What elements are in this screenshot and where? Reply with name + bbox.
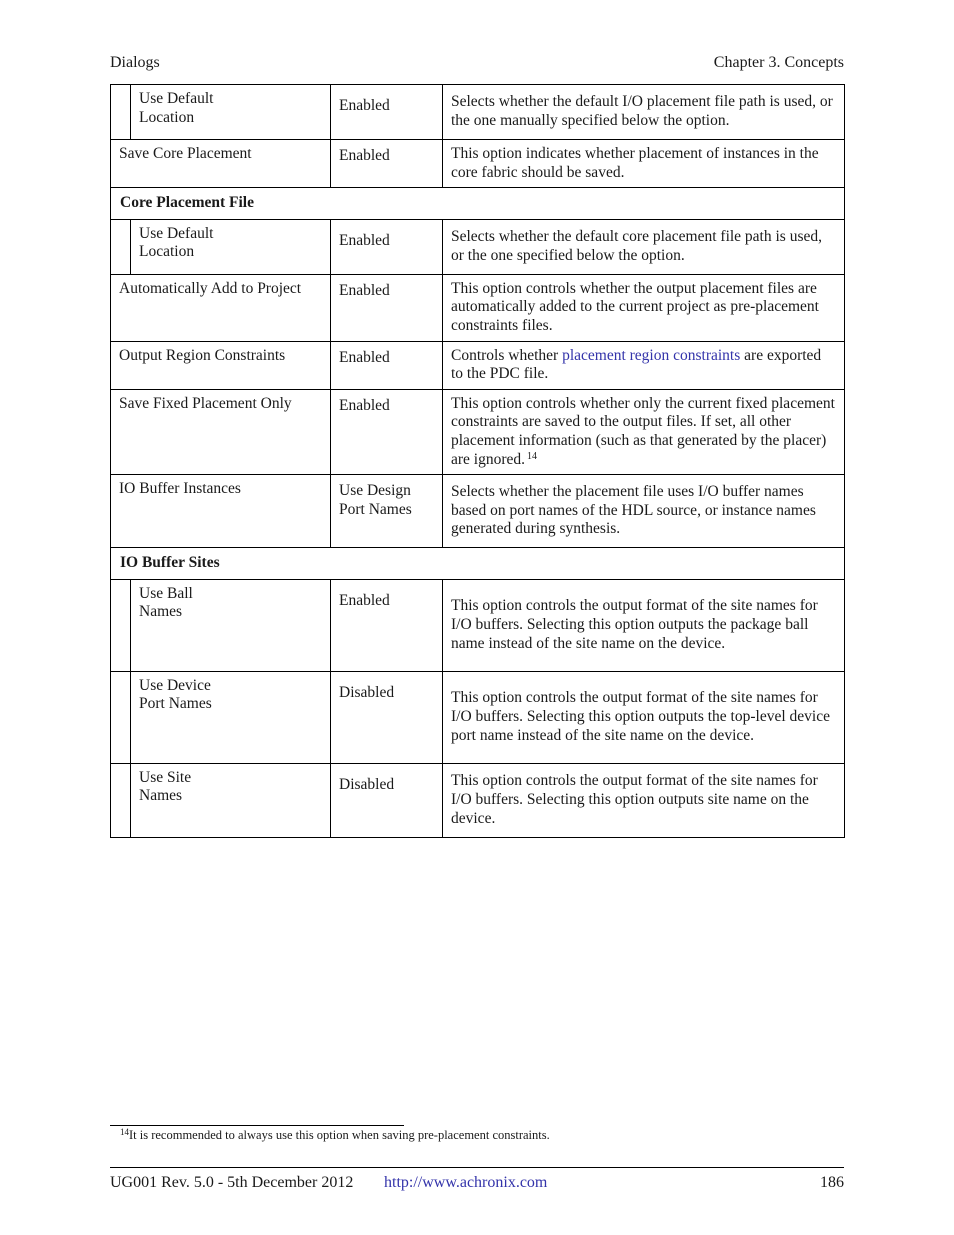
option-row <box>111 274 845 341</box>
description-cell <box>443 671 845 763</box>
footer-doc-revision: UG001 Rev. 5.0 - 5th December 2012 <box>110 1174 354 1191</box>
setting-name: Use Ball Names <box>139 584 193 621</box>
setting-name: IO Buffer Instances <box>119 480 241 498</box>
default-value: Enabled <box>339 147 390 164</box>
option-row <box>111 389 845 474</box>
description-cell <box>443 475 845 548</box>
page-header <box>110 54 844 76</box>
footer-rule <box>110 1167 844 1168</box>
setting-name: Automatically Add to Project <box>119 279 302 297</box>
description-text: This option indicates whether placement of instances in the core fabric should be saved. <box>451 145 819 181</box>
option-row <box>111 85 845 140</box>
default-value: Enabled <box>339 281 390 299</box>
description-cell <box>443 85 845 140</box>
description-text: Selects whether the placement file uses I/O buffer names based on port names of the HDL source, or instance names generated during synthesis. <box>451 483 816 538</box>
option-row <box>111 475 845 548</box>
description-text: Selects whether the default core placement file path is used, or the one specified below the option. <box>451 228 822 264</box>
setting-name-cell <box>111 475 331 548</box>
footnote-text: It is recommended to always use this option when saving pre-placement constraints. <box>129 1128 550 1142</box>
section-title: Core Placement File <box>111 188 845 220</box>
default-value: Enabled <box>339 348 390 366</box>
default-value-cell <box>331 389 443 474</box>
description-cell <box>443 341 845 389</box>
header-chapter: Chapter 3. Concepts <box>713 54 844 71</box>
footnote <box>120 1128 550 1143</box>
setting-name-cell <box>111 389 331 474</box>
page-number: 186 <box>820 1174 844 1191</box>
section-header-row <box>111 188 845 220</box>
default-value-cell <box>331 219 443 274</box>
description-cell <box>443 389 845 474</box>
footnote-reference[interactable]: 14 <box>527 450 538 462</box>
setting-name: Output Region Constraints <box>119 346 286 364</box>
default-value-cell <box>331 140 443 188</box>
indent-cell <box>111 579 131 671</box>
default-value: Enabled <box>339 231 390 249</box>
footnote-rule <box>110 1125 404 1126</box>
footnote-number: 14 <box>120 1127 129 1137</box>
setting-name-cell <box>111 274 331 341</box>
description-cell <box>443 219 845 274</box>
setting-name: Use Default Location <box>139 224 214 261</box>
default-value-cell <box>331 341 443 389</box>
default-value: Disabled <box>339 683 395 701</box>
default-value: Use Design Port Names <box>339 482 412 518</box>
setting-name: Use Device Port Names <box>139 676 212 713</box>
description-text: This option controls whether only the current fixed placement constraints are saved to the output files. If set, all other placement information (such as that generated by the placer) are ignored. <box>451 394 835 468</box>
description-text: are exported to the PDC file. <box>451 346 822 383</box>
setting-name-cell <box>131 85 331 140</box>
default-value: Enabled <box>339 97 390 114</box>
setting-name-cell <box>111 140 331 188</box>
indent-cell <box>111 671 131 763</box>
default-value-cell <box>331 274 443 341</box>
setting-name: Use Default Location <box>139 90 214 126</box>
setting-name: Save Core Placement <box>119 145 252 162</box>
option-row <box>111 219 845 274</box>
option-row <box>111 671 845 763</box>
setting-name-cell <box>131 219 331 274</box>
footer-website-link[interactable]: http://www.achronix.com <box>384 1174 548 1191</box>
indent-cell <box>111 763 131 837</box>
section-header-row <box>111 548 845 580</box>
section-title: IO Buffer Sites <box>111 548 845 580</box>
default-value-cell <box>331 763 443 837</box>
description-cell <box>443 579 845 671</box>
setting-name-cell <box>111 341 331 389</box>
option-row <box>111 140 845 188</box>
setting-name-cell <box>131 579 331 671</box>
page-footer <box>110 1174 844 1196</box>
default-value: Enabled <box>339 591 390 609</box>
description-text: This option controls whether the output placement files are automatically added to the current project as pre-placement constraints files. <box>451 279 819 334</box>
description-text: This option controls the output format of the site names for I/O buffers. Selecting this option outputs the package ball name instead of the site name on the device. <box>451 597 818 652</box>
description-text: This option controls the output format of the site names for I/O buffers. Selecting this option outputs the top-level device port name instead of the site name on the device. <box>451 689 830 744</box>
setting-name: Save Fixed Placement Only <box>119 394 292 412</box>
header-section: Dialogs <box>110 54 160 71</box>
default-value-cell <box>331 671 443 763</box>
default-value-cell <box>331 579 443 671</box>
description-text: Selects whether the default I/O placement file path is used, or the one manually specified below the option. <box>451 93 833 129</box>
default-value-cell <box>331 85 443 140</box>
options-table <box>110 84 845 838</box>
default-value: Enabled <box>339 396 390 414</box>
default-value-cell <box>331 475 443 548</box>
default-value: Disabled <box>339 775 395 793</box>
option-row <box>111 579 845 671</box>
setting-name: Use Site Names <box>139 768 192 805</box>
placement-region-constraints-link[interactable]: placement region constraints <box>562 346 741 364</box>
indent-cell <box>111 85 131 140</box>
option-row <box>111 763 845 837</box>
setting-name-cell <box>131 671 331 763</box>
indent-cell <box>111 219 131 274</box>
setting-name-cell <box>131 763 331 837</box>
description-text: This option controls the output format of the site names for I/O buffers. Selecting this option outputs site name on the device. <box>451 772 818 827</box>
description-text: Controls whether <box>451 346 563 364</box>
description-cell <box>443 763 845 837</box>
description-cell <box>443 140 845 188</box>
description-cell <box>443 274 845 341</box>
option-row <box>111 341 845 389</box>
